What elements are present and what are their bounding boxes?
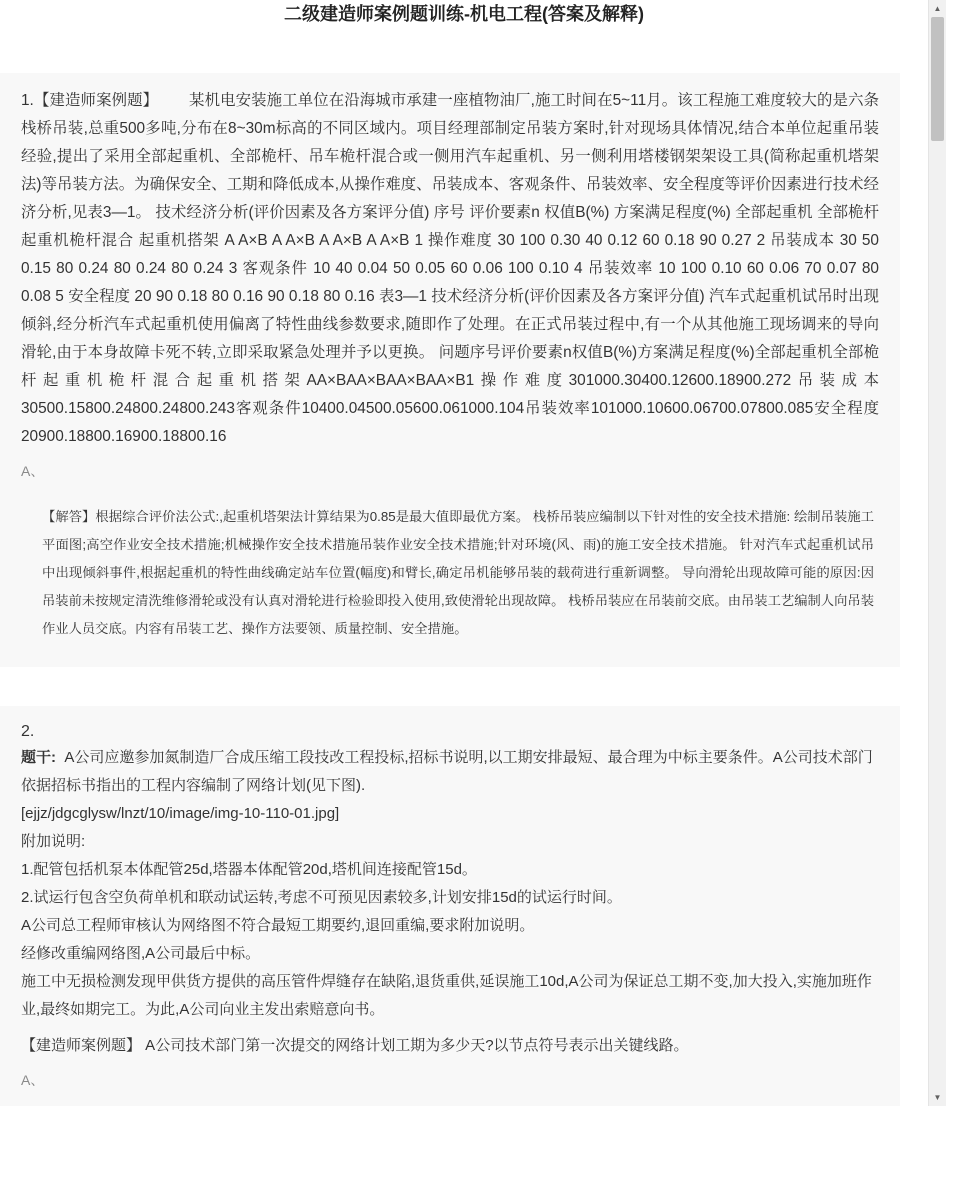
- question-2-stem: [21, 744, 879, 800]
- question-2-review-line: A公司总工程师审核认为网络图不符合最短工期要约,退回重编,要求附加说明。: [21, 917, 535, 934]
- question-2-defect-line: 施工中无损检测发现甲供货方提供的高压管件焊缝存在缺陷,退货重供,延误施工10d,A公司为保证总工期不变,加大投入,实施加班作业,最终如期完工。为此,A公司向业主发出索赔意向书。: [21, 973, 872, 1018]
- scroll-up-arrow-icon[interactable]: ▲: [933, 4, 942, 13]
- page-title: 二级建造师案例题训练-机电工程(答案及解释): [284, 4, 644, 24]
- question-1-answer-prefix: A、: [21, 463, 45, 479]
- scrollbar-thumb[interactable]: [931, 17, 944, 141]
- scroll-down-arrow-icon[interactable]: ▼: [933, 1093, 942, 1102]
- question-2-result-line: 经修改重编网络图,A公司最后中标。: [21, 945, 261, 962]
- vertical-scrollbar[interactable]: [928, 0, 946, 1106]
- question-1-body: [21, 87, 879, 451]
- question-1-tag: 【建造师案例题】: [33, 92, 159, 109]
- question-2-note-title: 附加说明:: [21, 833, 86, 850]
- question-2-number: 2.: [21, 723, 35, 740]
- question-2-question-text: A公司技术部门第一次提交的网络计划工期为多少天?以节点符号表示出关键线路。: [141, 1037, 689, 1054]
- question-2-note-1: 1.配管包括机泵本体配管25d,塔器本体配管20d,塔机间连接配管15d。: [21, 861, 477, 878]
- question-2-question: [21, 1032, 879, 1060]
- question-2-note-2: 2.试运行包含空负荷单机和联动试运转,考虑不可预见因素较多,计划安排15d的试运行时间。: [21, 889, 622, 906]
- question-2-question-tag: 【建造师案例题】: [21, 1037, 142, 1054]
- question-2-stem-label: 题干:: [21, 749, 56, 766]
- question-1-number: 1.: [21, 92, 34, 109]
- question-1-text: 某机电安装施工单位在沿海城市承建一座植物油厂,施工时间在5~11月。该工程施工难度较大的是六条栈桥吊装,总重500多吨,分布在8~30m标高的不同区域内。项目经理部制定吊装方案时,针对现场具体情况,结合本单位起重吊装经验,提出了采用全部起重机、全部桅杆、吊车桅杆混合或一侧用汽车起重机、另一侧利用塔楼钢架架设工具(简称起重机塔架法)等吊装方法。为确保安全、工期和降低成本,从操作难度、吊装成本、客观条件、吊装效率、安全程度等评价因素进行技术经济分析,见表3—1。 技术经济分析(评价因素及各方案评分值) 序号 评价要素n 权值B(%) 方案满足程度(%) 全部起重机 全部桅杆 起重机桅杆混合 起重机搭架 A A×B A A×B A A×B A A×B 1 操作难度 30 100 0.30 40 0.12 60 0.18 90 0.27 2 吊装成本 30 50 0.15 80 0.24 80 0.24 80 0.24 3 客观条件 10 40 0.04 50 0.05 60 0.06 100 0.10 4 吊装效率 10 100 0.10 60 0.06 70 0.07 80 0.08 5 安全程度 20 90 0.18 80 0.16 90 0.18 80 0.16 表3—1 技术经济分析(评价因素及各方案评分值) 汽车式起重机试吊时出现倾斜,经分析汽车式起重机使用偏离了特性曲线参数要求,随即作了处理。在正式吊装过程中,有一个从其他施工现场调来的导向滑轮,由于本身故障卡死不转,立即采取紧急处理并予以更换。 问题序号评价要素n权值B(%)方案满足程度(%)全部起重机全部桅杆起重机桅杆混合起重机搭架AA×BAA×BAA×BAA×B1操作难度301000.30400.12600.18900.272吊装成本30500.15800.24800.24800.243客观条件10400.04500.05600.061000.104吊装效率101000.10600.06700.07800.085安全程度20900.18800.16900.18800.16: [21, 92, 879, 445]
- question-card-1: [0, 73, 900, 667]
- question-1-analysis: 【解答】根据综合评价法公式:,起重机塔架法计算结果为0.85是最大值即最优方案。 栈桥吊装应编制以下针对性的安全技术措施: 绘制吊装施工平面图;高空作业安全技术措施;机械操作安全技术措施吊装作业安全技术措施;针对环境(风、雨)的施工安全技术措施。 针对汽车式起重机试吊中出现倾斜事件,根据起重机的特性曲线确定站车位置(幅度)和臂长,确定吊机能够吊装的载荷进行重新调整。 导向滑轮出现故障可能的原因:因吊装前未按规定清洗维修滑轮或没有认真对滑轮进行检验即投入使用,致使滑轮出现故障。 栈桥吊装应在吊装前交底。由吊装工艺编制人向吊装作业人员交底。内容有吊装工艺、操作方法要领、质量控制、安全措施。: [42, 509, 874, 636]
- question-2-stem-text: A公司应邀参加氮制造厂合成压缩工段技改工程投标,招标书说明,以工期安排最短、最合理为中标主要条件。A公司技术部门依据招标书指出的工程内容编制了网络计划(见下图).: [21, 749, 873, 794]
- question-2-body: [21, 744, 879, 1024]
- question-2-answer-prefix: A、: [21, 1072, 45, 1088]
- question-2-image-ref: [ejjz/jdgcglysw/lnzt/10/image/img-10-110-01.jpg]: [21, 805, 340, 822]
- question-card-2: [0, 706, 900, 1106]
